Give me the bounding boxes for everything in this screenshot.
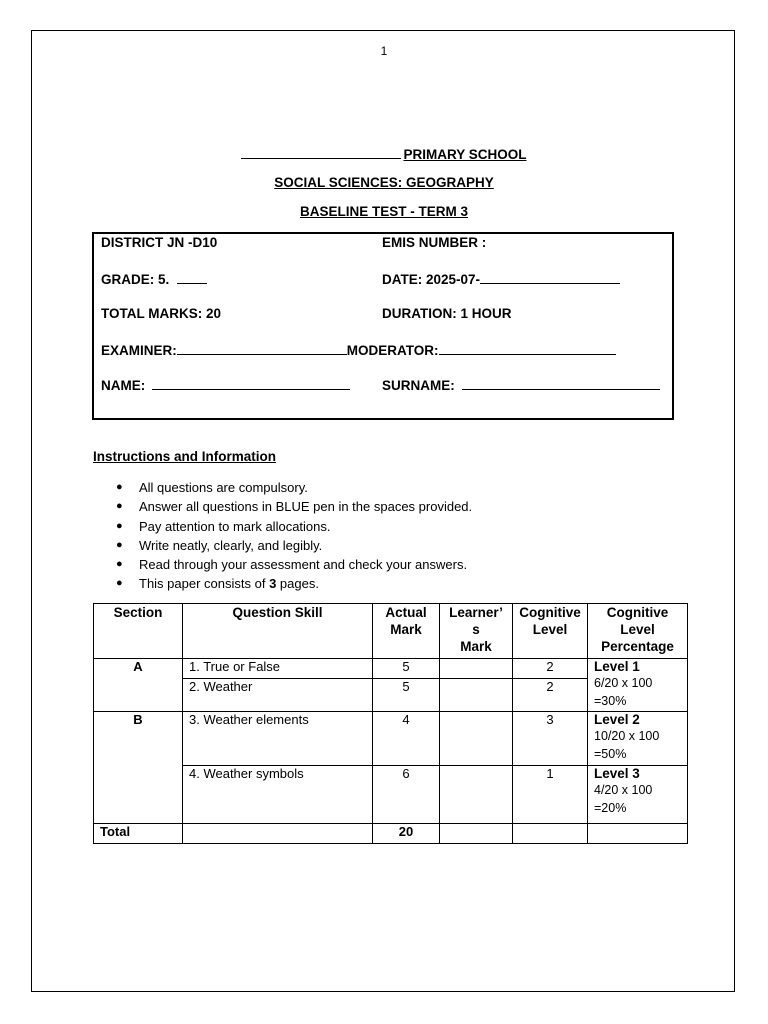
actual-mark-cell: 6 — [373, 766, 440, 824]
skill-cell: 2. Weather — [183, 679, 373, 712]
duration-label: DURATION: 1 HOUR — [382, 306, 512, 321]
table-row — [94, 712, 688, 766]
header-learners-mark: Learner’ s Mark — [440, 604, 513, 659]
skills-table — [93, 603, 688, 844]
school-name-title — [0, 146, 768, 162]
header-cognitive-percentage: Cognitive Level Percentage — [588, 604, 688, 659]
district-label: DISTRICT JN -D10 — [101, 235, 218, 250]
total-label-cell: Total — [94, 824, 183, 844]
actual-mark-cell: 4 — [373, 712, 440, 766]
empty-cell — [183, 824, 373, 844]
empty-cell — [513, 824, 588, 844]
name-label: NAME: — [101, 378, 146, 393]
list-item: ● This paper consists of 3 pages. — [116, 574, 472, 593]
table-header-row — [94, 604, 688, 659]
page-number: 1 — [380, 44, 388, 58]
moderator-label: MODERATOR: — [346, 343, 439, 358]
total-marks-label: TOTAL MARKS: 20 — [101, 306, 222, 321]
info-box — [92, 232, 674, 420]
school-name-blank[interactable] — [241, 146, 401, 159]
bullet-icon: ● — [116, 577, 123, 590]
grade-label: GRADE: 5. — [101, 272, 170, 287]
skill-cell: 1. True or False — [183, 659, 373, 679]
level-percentage-cell: Level 2 10/20 x 100 =50% — [588, 712, 688, 766]
date-field — [382, 271, 620, 287]
examiner-moderator-field — [101, 342, 616, 358]
school-name-text: PRIMARY SCHOOL — [403, 147, 527, 162]
date-label: DATE: 2025-07- — [382, 272, 481, 287]
table-row — [94, 659, 688, 679]
surname-field — [382, 377, 660, 393]
learner-mark-cell[interactable] — [440, 712, 513, 766]
emis-label: EMIS NUMBER : — [382, 235, 487, 250]
subject-title: SOCIAL SCIENCES: GEOGRAPHY — [274, 175, 494, 190]
learner-mark-cell[interactable] — [440, 659, 513, 679]
bullet-icon: ● — [116, 519, 123, 532]
name-field — [101, 377, 350, 393]
cognitive-level-cell: 1 — [513, 766, 588, 824]
empty-cell — [588, 824, 688, 844]
name-blank[interactable] — [152, 377, 350, 390]
instructions-list — [116, 478, 472, 594]
header-section: Section — [94, 604, 183, 659]
list-item: ● Read through your assessment and check your answers. — [116, 555, 472, 574]
moderator-blank[interactable] — [439, 342, 616, 355]
cognitive-level-cell: 2 — [513, 679, 588, 712]
grade-field — [101, 271, 207, 287]
header-cognitive-level: Cognitive Level — [513, 604, 588, 659]
surname-blank[interactable] — [462, 377, 660, 390]
header-actual-mark: Actual Mark — [373, 604, 440, 659]
date-blank[interactable] — [480, 271, 620, 284]
test-title: BASELINE TEST - TERM 3 — [299, 204, 468, 219]
skill-cell: 4. Weather symbols — [183, 766, 373, 824]
examiner-blank[interactable] — [177, 342, 347, 355]
cognitive-level-cell: 2 — [513, 659, 588, 679]
total-value-cell: 20 — [373, 824, 440, 844]
bullet-icon: ● — [116, 538, 123, 551]
header-skill: Question Skill — [183, 604, 373, 659]
actual-mark-cell: 5 — [373, 659, 440, 679]
bullet-icon: ● — [116, 558, 123, 571]
level-percentage-cell: Level 1 6/20 x 100 =30% — [588, 659, 688, 712]
list-item: ● Pay attention to mark allocations. — [116, 517, 472, 536]
skill-cell: 3. Weather elements — [183, 712, 373, 766]
learner-mark-cell[interactable] — [440, 679, 513, 712]
learner-mark-cell[interactable] — [440, 766, 513, 824]
section-cell: B — [94, 712, 183, 824]
cognitive-level-cell: 3 — [513, 712, 588, 766]
list-item: ● Write neatly, clearly, and legibly. — [116, 536, 472, 555]
learner-total-cell[interactable] — [440, 824, 513, 844]
examiner-label: EXAMINER: — [101, 343, 177, 358]
table-total-row — [94, 824, 688, 844]
list-item: ● Answer all questions in BLUE pen in the spaces provided. — [116, 497, 472, 516]
bullet-icon: ● — [116, 500, 123, 513]
surname-label: SURNAME: — [382, 378, 455, 393]
bullet-icon: ● — [116, 481, 123, 493]
grade-blank[interactable] — [177, 271, 207, 284]
instructions-heading: Instructions and Information — [93, 449, 277, 464]
table-row — [94, 766, 688, 824]
level-percentage-cell: Level 3 4/20 x 100 =20% — [588, 766, 688, 824]
list-item: ● All questions are compulsory. — [116, 478, 472, 497]
section-cell: A — [94, 659, 183, 712]
actual-mark-cell: 5 — [373, 679, 440, 712]
